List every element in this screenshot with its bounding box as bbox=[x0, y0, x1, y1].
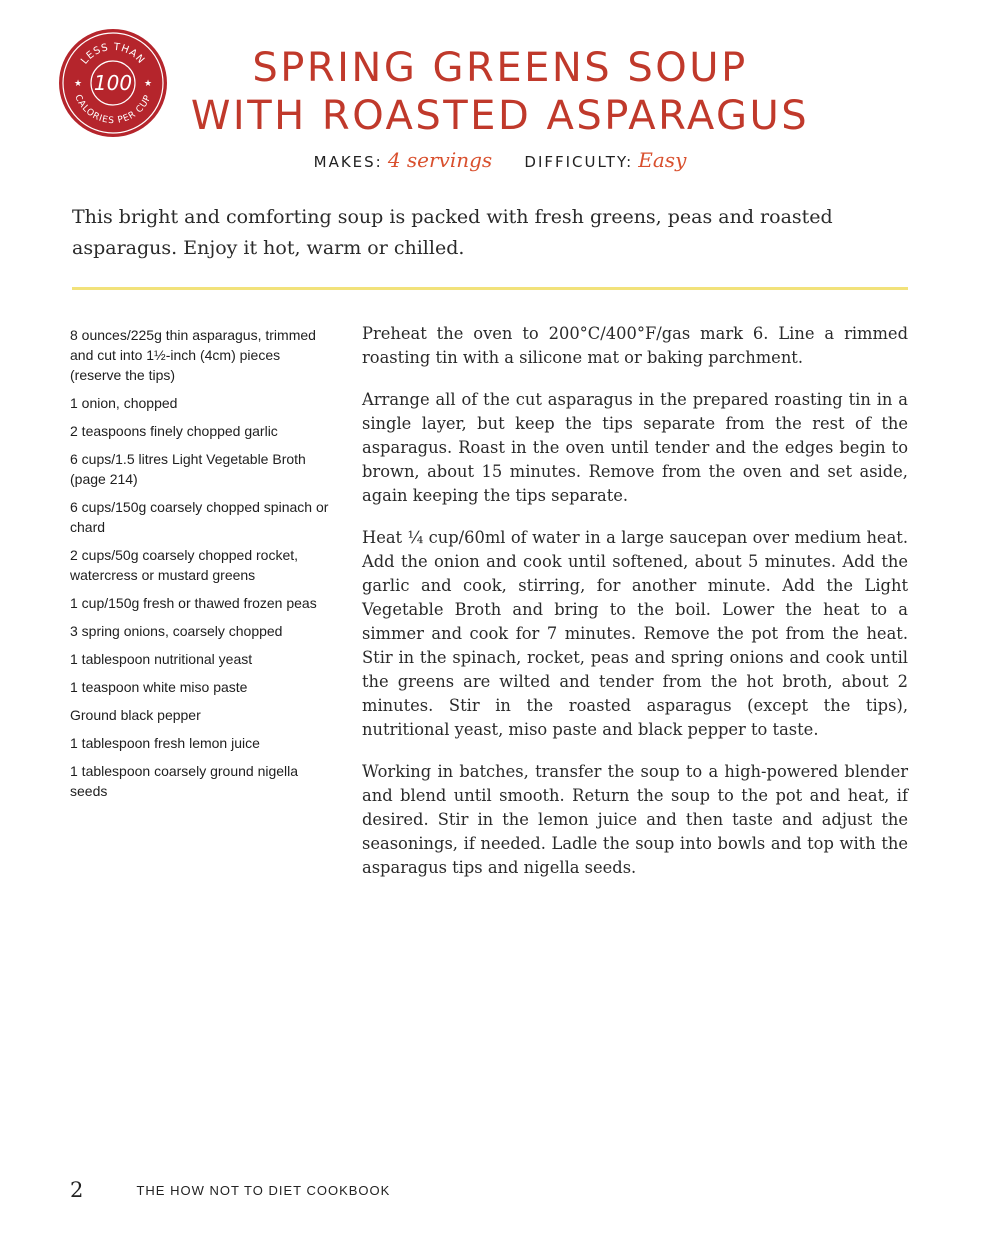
ingredient-item: 8 ounces/225g thin asparagus, trimmed and cut into 1½-inch (4cm) pieces (reserve the tips) bbox=[70, 327, 316, 383]
book-title: THE HOW NOT TO DIET COOKBOOK bbox=[136, 1183, 391, 1198]
page-number: 2 bbox=[70, 1178, 84, 1202]
recipe-meta bbox=[180, 148, 820, 172]
method-step: Preheat the oven to 200°C/400°F/gas mark 6. Line a rimmed roasting tin with a silicone mat or baking parchment. bbox=[362, 324, 908, 367]
page-footer bbox=[70, 1178, 390, 1202]
ingredient-item: 6 cups/150g coarsely chopped spinach or chard bbox=[70, 499, 329, 535]
method-steps bbox=[362, 322, 908, 898]
ingredient-item: Ground black pepper bbox=[70, 707, 201, 723]
method-step: Arrange all of the cut asparagus in the prepared roasting tin in a single layer, but keep the tips separate from the rest of the asparagus. Roast in the oven until tender and the edges begin to brown, about 15 minutes. Remove from the oven and set aside, again keeping the tips separate. bbox=[362, 390, 908, 505]
recipe-intro: This bright and comforting soup is packed with fresh greens, peas and roasted asparagus. Enjoy it hot, warm or chilled. bbox=[72, 206, 833, 259]
title-line-2: WITH ROASTED ASPARAGUS bbox=[190, 93, 810, 139]
badge-number: 100 bbox=[93, 71, 133, 95]
makes-value: 4 servings bbox=[387, 148, 493, 172]
difficulty-label: DIFFICULTY: bbox=[524, 153, 634, 171]
ingredient-item: 1 tablespoon coarsely ground nigella seeds bbox=[70, 763, 299, 799]
badge-top-text: LESS THAN bbox=[79, 41, 147, 67]
method-step: Heat ¼ cup/60ml of water in a large saucepan over medium heat. Add the onion and cook until softened, about 5 minutes. Add the garlic and cook, stirring, for another minute. Add the Light Vegetable Broth and bring to the boil. Lower the heat to a simmer and cook for 7 minutes. Remove the pot from the heat. Stir in the spinach, rocket, peas and spring onions and cook until the greens are wilted and tender from the hot broth, about 2 minutes. Stir in the roasted asparagus (except the tips), nutritional yeast, miso paste and black pepper to taste. bbox=[362, 528, 908, 739]
ingredient-item: 1 cup/150g fresh or thawed frozen peas bbox=[70, 595, 317, 611]
calorie-badge bbox=[58, 28, 168, 138]
ingredient-item: 2 cups/50g coarsely chopped rocket, watercress or mustard greens bbox=[70, 547, 299, 583]
method-step: Working in batches, transfer the soup to a high-powered blender and blend until smooth. Return the soup to the pot and heat, if desired. Stir in the lemon juice and then taste and adjust the seasonings, if needed. Ladle the soup into bowls and top with the asparagus tips and nigella seeds. bbox=[362, 762, 908, 877]
difficulty-value: Easy bbox=[638, 148, 687, 172]
svg-text:★: ★ bbox=[143, 79, 153, 89]
ingredient-item: 1 tablespoon nutritional yeast bbox=[70, 651, 253, 667]
ingredient-item: 1 onion, chopped bbox=[70, 395, 178, 411]
calorie-badge-seal bbox=[58, 28, 168, 138]
ingredient-list bbox=[70, 325, 335, 809]
divider bbox=[72, 287, 908, 290]
ingredient-item: 3 spring onions, coarsely chopped bbox=[70, 623, 283, 639]
ingredient-item: 1 teaspoon white miso paste bbox=[70, 679, 248, 695]
recipe-title bbox=[180, 44, 820, 140]
badge-bottom-text: CALORIES PER CUP bbox=[72, 93, 154, 127]
title-line-1: SPRING GREENS SOUP bbox=[252, 45, 748, 91]
makes-label: MAKES: bbox=[313, 153, 383, 171]
ingredient-item: 2 teaspoons finely chopped garlic bbox=[70, 423, 278, 439]
svg-text:★: ★ bbox=[73, 79, 83, 89]
ingredient-item: 1 tablespoon fresh lemon juice bbox=[70, 735, 260, 751]
ingredient-item: 6 cups/1.5 litres Light Vegetable Broth (page 214) bbox=[70, 451, 306, 487]
